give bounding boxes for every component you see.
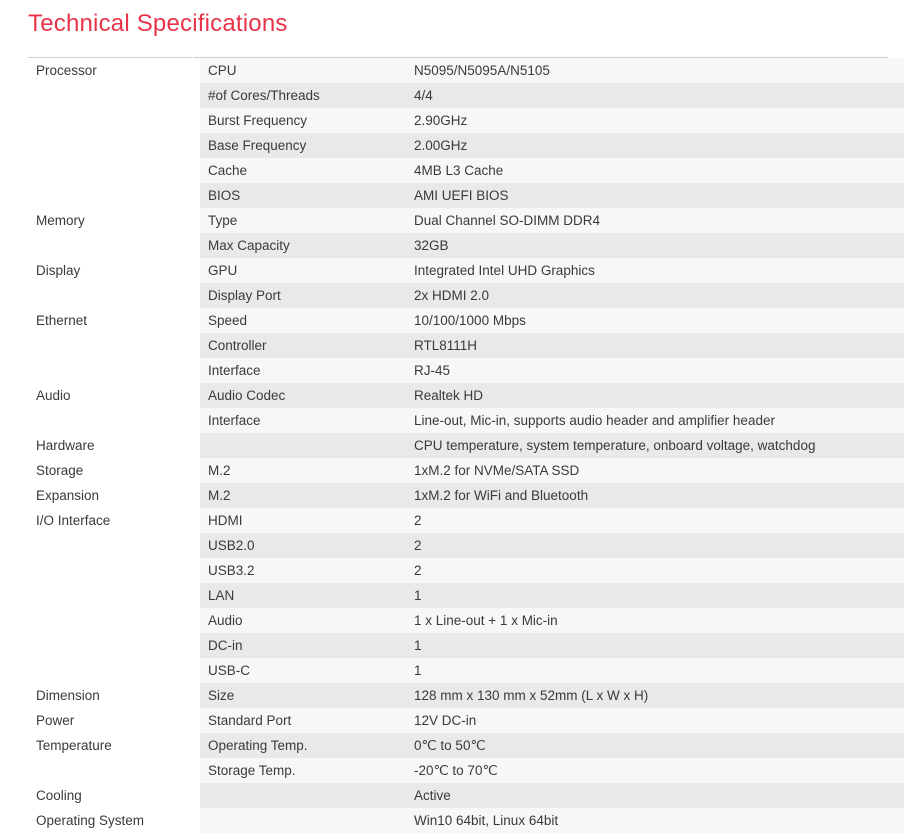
spec-group-cell bbox=[28, 358, 200, 383]
spec-item-cell: Operating Temp. bbox=[200, 733, 406, 758]
spec-item-cell: Audio bbox=[200, 608, 406, 633]
spec-item-cell: Audio Codec bbox=[200, 383, 406, 408]
spec-group-cell: Power bbox=[36, 713, 75, 728]
spec-value-cell: 4MB L3 Cache bbox=[406, 158, 904, 183]
spec-group-cell: Cooling bbox=[36, 788, 82, 803]
table-row bbox=[28, 808, 904, 833]
spec-group-cell: Operating System bbox=[36, 813, 145, 828]
spec-value-cell: 128 mm x 130 mm x 52mm (L x W x H) bbox=[406, 683, 904, 708]
table-row bbox=[28, 708, 904, 733]
spec-item-cell bbox=[200, 808, 406, 833]
spec-value-cell: N5095/N5095A/N5105 bbox=[406, 58, 904, 83]
spec-value-cell: AMI UEFI BIOS bbox=[406, 183, 904, 208]
spec-value-cell: Win10 64bit, Linux 64bit bbox=[406, 808, 904, 833]
spec-value-cell: RJ-45 bbox=[406, 358, 904, 383]
spec-value-cell: RTL8111H bbox=[406, 333, 904, 358]
spec-group-cell bbox=[28, 658, 200, 683]
table-row bbox=[28, 558, 904, 583]
table-row bbox=[28, 233, 904, 258]
table-row bbox=[28, 533, 904, 558]
spec-item-cell: Interface bbox=[200, 408, 406, 433]
spec-group-cell: Hardware bbox=[36, 438, 95, 453]
spec-value-cell: 1xM.2 for NVMe/SATA SSD bbox=[406, 458, 904, 483]
table-row bbox=[28, 158, 904, 183]
table-row bbox=[28, 608, 904, 633]
spec-group-cell: Memory bbox=[36, 213, 85, 228]
spec-group-cell bbox=[28, 608, 200, 633]
spec-value-cell: 2.90GHz bbox=[406, 108, 904, 133]
spec-group-cell: Display bbox=[36, 263, 81, 278]
spec-value-cell: 10/100/1000 Mbps bbox=[406, 308, 904, 333]
spec-item-cell: Speed bbox=[200, 308, 406, 333]
spec-group-cell: Storage bbox=[36, 463, 84, 478]
spec-item-cell: Standard Port bbox=[200, 708, 406, 733]
table-row bbox=[28, 683, 904, 708]
spec-value-cell: -20℃ to 70℃ bbox=[406, 758, 904, 783]
spec-value-cell: 12V DC-in bbox=[406, 708, 904, 733]
spec-item-cell: #of Cores/Threads bbox=[200, 83, 406, 108]
spec-group-cell bbox=[28, 408, 200, 433]
spec-value-cell: 1 bbox=[406, 658, 904, 683]
spec-value-cell: 2 bbox=[406, 558, 904, 583]
table-row bbox=[28, 783, 904, 808]
spec-group-cell: Ethernet bbox=[36, 313, 88, 328]
spec-value-cell: 4/4 bbox=[406, 83, 904, 108]
spec-item-cell: LAN bbox=[200, 583, 406, 608]
technical-specifications-table bbox=[28, 58, 904, 833]
spec-item-cell: GPU bbox=[200, 258, 406, 283]
table-row bbox=[28, 358, 904, 383]
spec-item-cell: USB3.2 bbox=[200, 558, 406, 583]
spec-group-cell bbox=[28, 583, 200, 608]
table-row bbox=[28, 583, 904, 608]
page-title: Technical Specifications bbox=[28, 10, 288, 37]
spec-group-cell bbox=[28, 158, 200, 183]
table-row bbox=[28, 408, 904, 433]
spec-value-cell: Active bbox=[406, 783, 904, 808]
spec-group-cell bbox=[28, 758, 200, 783]
spec-item-cell: M.2 bbox=[200, 458, 406, 483]
spec-value-cell: 2x HDMI 2.0 bbox=[406, 283, 904, 308]
table-row bbox=[28, 308, 904, 333]
spec-value-cell: 1 x Line-out + 1 x Mic-in bbox=[406, 608, 904, 633]
spec-value-cell: 0℃ to 50℃ bbox=[406, 733, 904, 758]
spec-group-cell bbox=[28, 333, 200, 358]
spec-group-cell bbox=[28, 233, 200, 258]
spec-value-cell: Dual Channel SO-DIMM DDR4 bbox=[406, 208, 904, 233]
spec-item-cell bbox=[200, 433, 406, 458]
table-row bbox=[28, 183, 904, 208]
spec-value-cell: 2 bbox=[406, 533, 904, 558]
spec-item-cell: Size bbox=[200, 683, 406, 708]
spec-group-cell: Temperature bbox=[36, 738, 112, 753]
table-row bbox=[28, 83, 904, 108]
spec-group-cell: I/O Interface bbox=[36, 513, 111, 528]
table-row bbox=[28, 433, 904, 458]
spec-group-cell: Expansion bbox=[36, 488, 100, 503]
spec-group-cell bbox=[28, 83, 200, 108]
spec-group-cell bbox=[28, 183, 200, 208]
spec-item-cell: BIOS bbox=[200, 183, 406, 208]
spec-value-cell: Integrated Intel UHD Graphics bbox=[406, 258, 904, 283]
table-row bbox=[28, 58, 904, 83]
table-row bbox=[28, 733, 904, 758]
spec-group-cell bbox=[28, 283, 200, 308]
spec-group-cell bbox=[28, 558, 200, 583]
table-row bbox=[28, 758, 904, 783]
spec-item-cell: Max Capacity bbox=[200, 233, 406, 258]
spec-item-cell: Storage Temp. bbox=[200, 758, 406, 783]
spec-value-cell: 1 bbox=[406, 583, 904, 608]
table-row bbox=[28, 483, 904, 508]
spec-item-cell: DC-in bbox=[200, 633, 406, 658]
spec-item-cell: Burst Frequency bbox=[200, 108, 406, 133]
spec-group-cell bbox=[28, 133, 200, 158]
spec-item-cell: HDMI bbox=[200, 508, 406, 533]
spec-value-cell: 1xM.2 for WiFi and Bluetooth bbox=[406, 483, 904, 508]
spec-item-cell: Display Port bbox=[200, 283, 406, 308]
spec-item-cell: M.2 bbox=[200, 483, 406, 508]
table-row bbox=[28, 283, 904, 308]
spec-group-cell: Audio bbox=[36, 388, 71, 403]
spec-item-cell: Controller bbox=[200, 333, 406, 358]
spec-value-cell: 2.00GHz bbox=[406, 133, 904, 158]
table-row bbox=[28, 383, 904, 408]
table-row bbox=[28, 333, 904, 358]
table-row bbox=[28, 508, 904, 533]
column-divider bbox=[192, 57, 193, 837]
spec-group-cell bbox=[28, 533, 200, 558]
spec-item-cell: USB-C bbox=[200, 658, 406, 683]
spec-item-cell: Type bbox=[200, 208, 406, 233]
spec-value-cell: Line-out, Mic-in, supports audio header and amplifier header bbox=[406, 408, 904, 433]
table-body bbox=[28, 58, 904, 833]
spec-value-cell: 2 bbox=[406, 508, 904, 533]
table-row bbox=[28, 258, 904, 283]
spec-group-cell bbox=[28, 108, 200, 133]
table-row bbox=[28, 633, 904, 658]
spec-value-cell: 32GB bbox=[406, 233, 904, 258]
table-row bbox=[28, 133, 904, 158]
spec-item-cell bbox=[200, 783, 406, 808]
spec-group-cell: Processor bbox=[36, 63, 97, 78]
spec-item-cell: Cache bbox=[200, 158, 406, 183]
spec-group-cell: Dimension bbox=[36, 688, 100, 703]
spec-item-cell: CPU bbox=[200, 58, 406, 83]
spec-item-cell: USB2.0 bbox=[200, 533, 406, 558]
spec-group-cell bbox=[28, 633, 200, 658]
spec-value-cell: CPU temperature, system temperature, onboard voltage, watchdog bbox=[406, 433, 904, 458]
spec-value-cell: 1 bbox=[406, 633, 904, 658]
table-row bbox=[28, 108, 904, 133]
table-row bbox=[28, 658, 904, 683]
spec-item-cell: Interface bbox=[200, 358, 406, 383]
table-row bbox=[28, 208, 904, 233]
spec-value-cell: Realtek HD bbox=[406, 383, 904, 408]
spec-item-cell: Base Frequency bbox=[200, 133, 406, 158]
table-row bbox=[28, 458, 904, 483]
